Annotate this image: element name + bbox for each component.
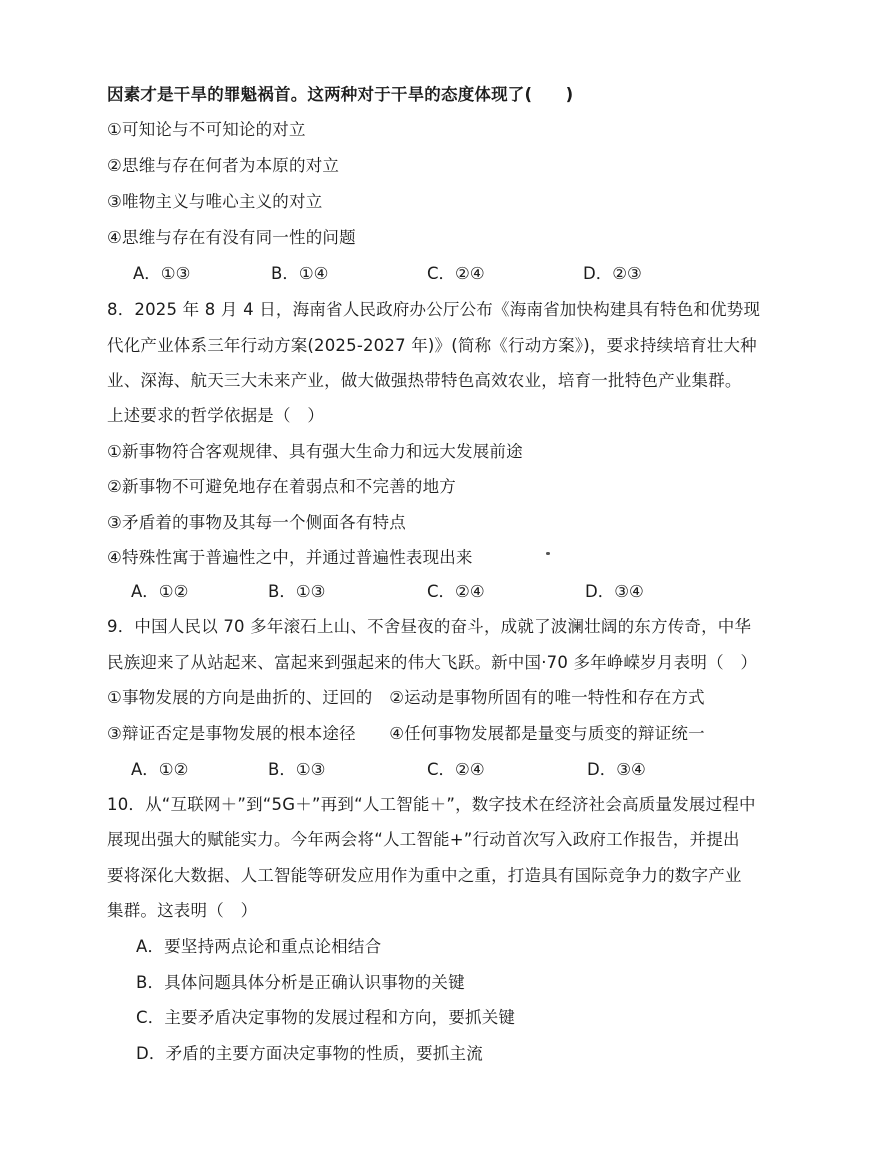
q7-item-2: ②思维与存在何者为本原的对立 bbox=[107, 156, 340, 175]
scan-speck bbox=[546, 552, 550, 555]
q7-item-4: ④思维与存在有没有同一性的问题 bbox=[107, 228, 356, 247]
q7-option-c[interactable]: C．②④ bbox=[427, 264, 485, 283]
q8-stem-line-3: 业、深海、航天三大未来产业，做大做强热带特色高效农业，培育一批特色产业集群。 bbox=[107, 371, 742, 390]
q10-stem-line-3: 要将深化大数据、人工智能等研发应用作为重中之重，打造具有国际竞争力的数字产业 bbox=[107, 866, 742, 885]
q7-option-a[interactable]: A．①③ bbox=[133, 264, 191, 283]
q9-option-a[interactable]: A．①② bbox=[131, 760, 189, 779]
q9-items-row-1: ①事物发展的方向是曲折的、迂回的 ②运动是事物所固有的唯一特性和存在方式 bbox=[107, 688, 705, 707]
q9-stem-line-2: 民族迎来了从站起来、富起来到强起来的伟大飞跃。新中国·70 多年峥嵘岁月表明（ ） bbox=[107, 653, 758, 672]
q8-item-3: ③矛盾着的事物及其每一个侧面各有特点 bbox=[107, 513, 406, 532]
q8-item-4: ④特殊性寓于普遍性之中，并通过普遍性表现出来 bbox=[107, 548, 473, 567]
q9-stem-line-1: 9．中国人民以 70 多年滚石上山、不舍昼夜的奋斗，成就了波澜壮阔的东方传奇，中华 bbox=[107, 617, 752, 636]
q10-stem-line-1: 10．从“互联网＋”到“5G＋”再到“人工智能＋”，数字技术在经济社会高质量发展过程中 bbox=[107, 795, 756, 814]
q8-option-c[interactable]: C．②④ bbox=[427, 582, 485, 601]
q8-option-d[interactable]: D．③④ bbox=[585, 582, 644, 601]
q10-option-c[interactable]: C．主要矛盾决定事物的发展过程和方向，要抓关键 bbox=[136, 1008, 516, 1027]
q8-stem-line-2: 代化产业体系三年行动方案(2025-2027 年)》(简称《行动方案》)，要求持续培育壮大种 bbox=[107, 336, 757, 355]
q9-items-row-2: ③辩证否定是事物发展的根本途径 ④任何事物发展都是量变与质变的辩证统一 bbox=[107, 724, 705, 743]
q8-option-b[interactable]: B．①③ bbox=[268, 582, 326, 601]
q9-option-d[interactable]: D．③④ bbox=[587, 760, 646, 779]
q8-stem-line-4: 上述要求的哲学依据是（ ） bbox=[107, 406, 325, 425]
q8-item-1: ①新事物符合客观规律、具有强大生命力和远大发展前途 bbox=[107, 442, 523, 461]
q7-item-1: ①可知论与不可知论的对立 bbox=[107, 120, 306, 139]
q10-stem-line-2: 展现出强大的赋能实力。今年两会将“人工智能+”行动首次写入政府工作报告，并提出 bbox=[107, 830, 740, 849]
q9-option-c[interactable]: C．②④ bbox=[427, 760, 485, 779]
q10-option-d[interactable]: D．矛盾的主要方面决定事物的性质，要抓主流 bbox=[136, 1044, 483, 1063]
q8-option-a[interactable]: A．①② bbox=[131, 582, 189, 601]
q7-stem-end: 因素才是干旱的罪魁祸首。这两种对于干旱的态度体现了( ) bbox=[107, 85, 574, 104]
q7-option-d[interactable]: D．②③ bbox=[583, 264, 642, 283]
q8-stem-line-1: 8．2025 年 8 月 4 日，海南省人民政府办公厅公布《海南省加快构建具有特色和优势现 bbox=[107, 300, 761, 319]
q10-stem-line-4: 集群。这表明（ ） bbox=[107, 901, 258, 920]
q9-option-b[interactable]: B．①③ bbox=[268, 760, 326, 779]
q10-option-b[interactable]: B．具体问题具体分析是正确认识事物的关键 bbox=[136, 973, 465, 992]
q8-item-2: ②新事物不可避免地存在着弱点和不完善的地方 bbox=[107, 477, 456, 496]
q10-option-a[interactable]: A．要坚持两点论和重点论相结合 bbox=[136, 937, 382, 956]
q7-item-3: ③唯物主义与唯心主义的对立 bbox=[107, 192, 323, 211]
q7-option-b[interactable]: B．①④ bbox=[271, 264, 329, 283]
